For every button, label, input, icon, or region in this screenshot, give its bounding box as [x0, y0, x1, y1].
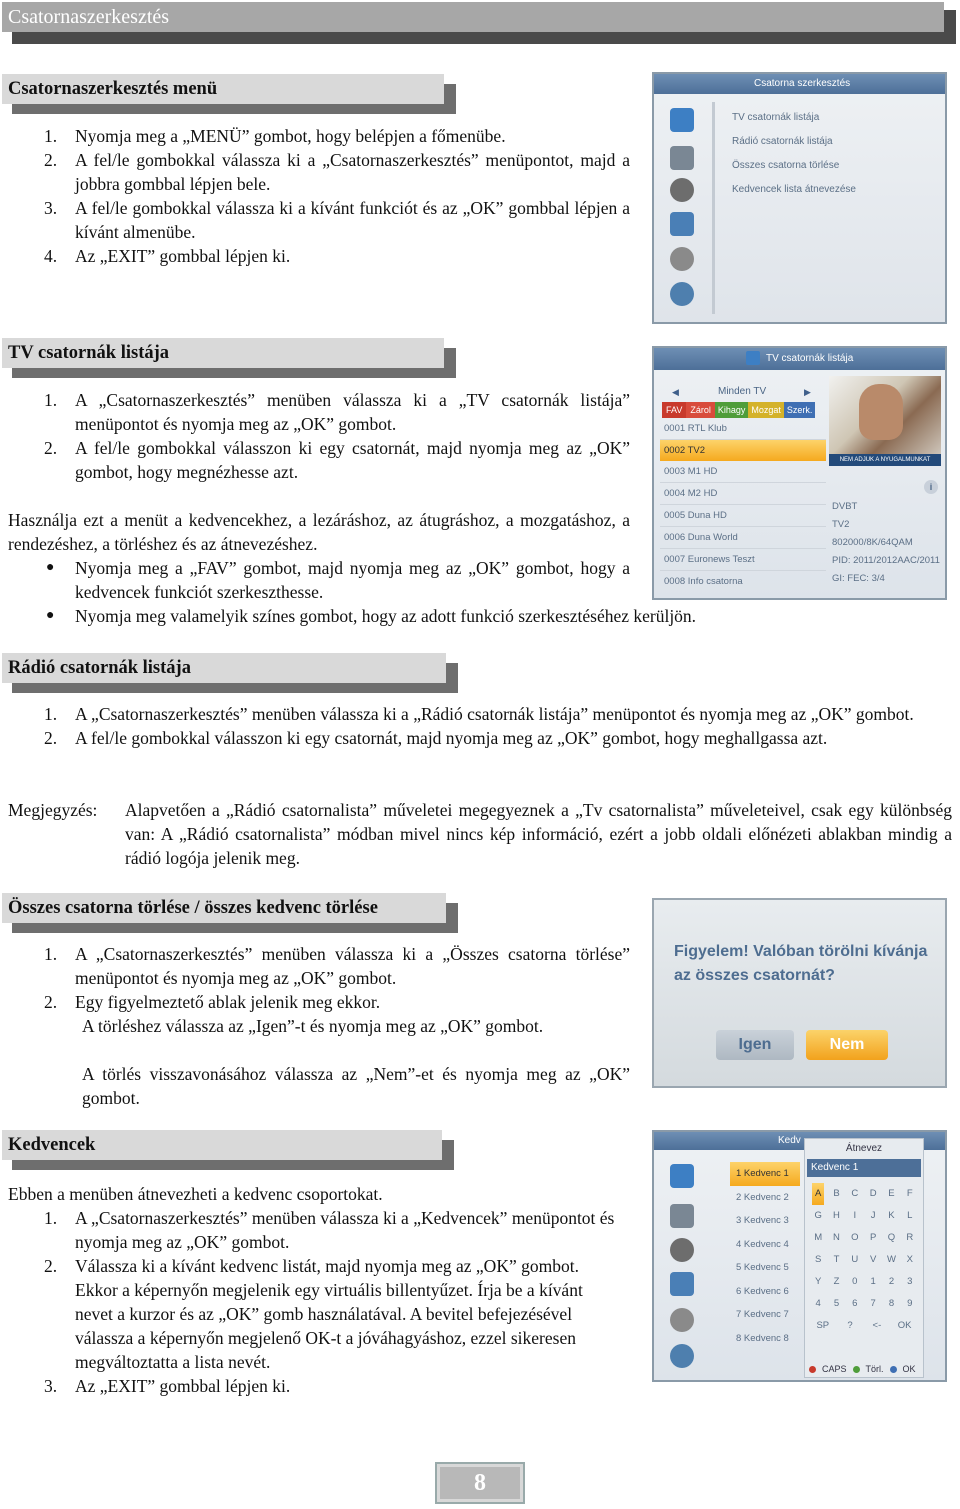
tools-icon	[670, 1204, 694, 1228]
list-item: 1. A „Csatornaszerkesztés” menüben válassza ki a „Rádió csatornák listája” menüpontot és nyomja meg az „OK” gombot.	[44, 704, 914, 724]
list-item[interactable]: 0008 Info csatorna	[664, 576, 743, 587]
keyboard-key[interactable]: 9	[907, 1298, 913, 1309]
page-title: Csatornaszerkesztés	[2, 2, 944, 32]
list-item: 1. A „Csatornaszerkesztés” menüben válassza ki a „Összes csatorna törlése” menüpontot és nyomja meg az „OK” gombot.	[44, 944, 630, 988]
keyboard-key[interactable]: H	[833, 1210, 840, 1221]
list-item[interactable]: 7 Kedvenc 7	[736, 1309, 789, 1320]
keyboard-row	[805, 1293, 923, 1315]
keyboard-key[interactable]: P	[869, 1232, 877, 1243]
dialog-title: Átnevez	[845, 1143, 883, 1154]
list-item: 2. A fel/le gombokkal válasszon ki egy csatornát, majd nyomja meg az „OK” gombot, hogy meghallgassa azt.	[44, 728, 828, 748]
keyboard-row	[805, 1249, 923, 1271]
keyboard-key[interactable]: R	[906, 1232, 914, 1243]
ok-label: OK	[902, 1364, 916, 1374]
no-button[interactable]: Nem	[806, 1030, 888, 1060]
tab-edit[interactable]: Szerk.	[784, 402, 816, 418]
list-item[interactable]: 0005 Duna HD	[660, 505, 826, 527]
keyboard-key[interactable]: V	[869, 1254, 877, 1265]
keyboard-key[interactable]: F	[906, 1188, 913, 1199]
keyboard-key[interactable]: B	[833, 1188, 840, 1199]
tv-icon	[670, 1164, 694, 1188]
section-title-radio: Rádió csatornák listája	[2, 653, 446, 683]
keyboard-key[interactable]: 3	[907, 1276, 913, 1287]
arrow-right-icon[interactable]: ▶	[804, 387, 811, 397]
delete-steps	[0, 942, 630, 1014]
keyboard-key[interactable]: N	[833, 1232, 840, 1243]
keyboard-key[interactable]: S	[814, 1254, 822, 1265]
menu-steps	[0, 124, 630, 268]
keyboard-key[interactable]: L	[907, 1210, 913, 1221]
keyboard-key[interactable]: W	[886, 1254, 896, 1265]
tv-steps	[0, 388, 630, 484]
preview-caption: NEM ADJUK A NYUGALMUNKAT	[829, 454, 941, 466]
list-item[interactable]: 2 Kedvenc 2	[736, 1191, 789, 1203]
screen-header: Csatorna szerkesztés	[654, 74, 947, 94]
keyboard-key[interactable]: D	[869, 1188, 877, 1199]
tab-move[interactable]: Mozgat	[748, 402, 784, 418]
delete-no-text: A törlés visszavonásához válassza az „Nem”-et és nyomja meg az „OK” gombot.	[82, 1064, 630, 1108]
channel-list	[660, 418, 826, 592]
list-item: 1. A „Csatornaszerkesztés” menüben válassza ki a „TV csatornák listája” menüpontot és nyomja meg az „OK” gombot.	[44, 390, 630, 434]
side-icons	[662, 1158, 704, 1378]
info-icon	[670, 282, 694, 306]
blue-dot-icon	[890, 1366, 897, 1373]
arrow-left-icon[interactable]: ◀	[672, 387, 679, 397]
list-item: 1. A „Csatornaszerkesztés” menüben válassza ki a „Kedvencek” menüpontot és nyomja meg az „OK” gombot.	[44, 1208, 615, 1252]
delete-label: Törl.	[865, 1364, 884, 1374]
screenshot-tv-channel-list	[652, 346, 947, 600]
favourites-intro: Ebben a menüben átnevezheti a kedvenc csoportokat.	[8, 1184, 383, 1204]
list-item-selected[interactable]: 1 Kedvenc 1	[730, 1162, 800, 1186]
keyboard-key[interactable]: 2	[888, 1276, 895, 1287]
list-item: 2. A fel/le gombokkal válassza ki a „Csatornaszerkesztés” menüpontot, majd a jobbra gombbal lépjen bele.	[44, 150, 630, 194]
list-item: 1. Nyomja meg a „MENÜ” gombot, hogy belépjen a főmenübe.	[44, 126, 506, 146]
keyboard-key[interactable]: 5	[833, 1298, 840, 1309]
list-item-selected[interactable]: 0002 TV2	[660, 440, 826, 461]
favourites-steps	[0, 1206, 625, 1398]
keyboard-key[interactable]: A	[812, 1183, 824, 1205]
rename-dialog	[804, 1138, 924, 1378]
menu-items	[732, 106, 856, 202]
screenshot-channel-edit-menu	[652, 72, 947, 324]
list-item[interactable]: 5 Kedvenc 5	[736, 1262, 789, 1273]
tab-fav[interactable]: FAV	[662, 402, 686, 418]
dialog-message: Figyelem! Valóban törölni kívánja az összes csatornát?	[674, 943, 928, 984]
divider	[712, 102, 715, 314]
delete-yes-text: A törléshez válassza az „Igen”-t és nyomja meg az „OK” gombot.	[82, 1016, 544, 1036]
list-item[interactable]: 3 Kedvenc 3	[736, 1215, 789, 1226]
screen-header: Kedv	[654, 1132, 947, 1150]
list-item: 3. A fel/le gombokkal válassza ki a kívánt funkciót és az „OK” gombbal lépjen a kívánt almenübe.	[44, 198, 630, 242]
keyboard-row	[805, 1183, 923, 1205]
page-number: 8	[474, 1470, 486, 1496]
list-item: 2. Válassza ki a kívánt kedvenc listát, majd nyomja meg az „OK” gombot. Ekkor a képernyőn megjelenik egy virtuális billentyűzet. Írja be a kívánt nevet a kurzor és az „OK” gomb használatával. A bevitel befejezésével válassza a képernyőn megjelenő OK-t a jóváhagyáshoz, ezzel sikeresen megváltoztatta a lista nevét.	[44, 1256, 583, 1372]
menu-item: Rádió csatornák listája	[732, 136, 833, 147]
red-dot-icon	[809, 1366, 816, 1373]
keyboard-key[interactable]: 4	[815, 1298, 821, 1309]
name-input[interactable]: Kedvenc 1	[807, 1159, 921, 1177]
section-title-favourites: Kedvencek	[2, 1130, 442, 1160]
section-title-tv: TV csatornák listája	[2, 338, 444, 368]
list-item[interactable]: 0006 Duna World	[660, 527, 826, 549]
tv-icon	[746, 351, 760, 365]
keyboard-key[interactable]: O	[851, 1232, 859, 1243]
keyboard-key[interactable]: K	[888, 1210, 895, 1221]
info-icon	[670, 1344, 694, 1368]
keyboard-key[interactable]: U	[851, 1254, 859, 1265]
caps-label: CAPS	[822, 1364, 847, 1374]
tools-icon	[670, 146, 694, 170]
keyboard-key[interactable]: C	[851, 1188, 859, 1199]
favourite-group-list	[730, 1162, 800, 1350]
keyboard-key[interactable]: 6	[852, 1298, 858, 1309]
keyboard-key[interactable]: OK	[897, 1320, 912, 1331]
keyboard-key[interactable]: Z	[833, 1276, 840, 1287]
keyboard-key[interactable]: M	[814, 1232, 823, 1243]
note-label: Megjegyzés:	[8, 800, 98, 820]
preview-face	[859, 384, 903, 440]
dialog-footer	[809, 1357, 923, 1381]
screen-header: TV csatornák listája	[654, 348, 947, 370]
virtual-keyboard	[805, 1183, 923, 1337]
tv-paragraph: Használja ezt a menüt a kedvencekhez, a lezáráshoz, az átugráshoz, a mozgatáshoz, a rendezéshez, a törléshez és az átnevezéshez.	[8, 510, 630, 554]
keyboard-key[interactable]: G	[814, 1210, 822, 1221]
keyboard-key[interactable]: SP	[816, 1320, 830, 1331]
keyboard-key[interactable]: 0	[852, 1276, 858, 1287]
keyboard-key[interactable]: 7	[870, 1298, 876, 1309]
section-title-delete: Összes csatorna törlése / összes kedvenc törlése	[2, 893, 446, 923]
keyboard-key[interactable]: T	[833, 1254, 840, 1265]
screenshot-confirm-dialog	[652, 898, 947, 1088]
green-dot-icon	[853, 1366, 860, 1373]
info-icon: i	[924, 480, 938, 494]
keyboard-key[interactable]: 8	[888, 1298, 895, 1309]
keyboard-row	[805, 1271, 923, 1293]
screenshot-rename-favourite	[652, 1130, 947, 1382]
function-tabs	[662, 402, 824, 418]
tab-skip[interactable]: Kihagy	[715, 402, 749, 418]
yes-button[interactable]: Igen	[716, 1030, 794, 1060]
group-name: Minden TV	[718, 386, 767, 397]
list-item: 2. Egy figyelmeztető ablak jelenik meg ekkor.	[44, 992, 381, 1012]
menu-item: TV csatornák listája	[732, 112, 820, 123]
list-item: 3. Az „EXIT” gombbal lépjen ki.	[44, 1376, 291, 1396]
channel-info: DVBT TV2 802000/8K/64QAM PID: 2011/2012AAC/2011 GI: FEC: 3/4	[832, 501, 940, 584]
lock-icon	[670, 212, 694, 236]
list-item: 4. Az „EXIT” gombbal lépjen ki.	[44, 246, 291, 266]
radio-steps	[0, 702, 952, 750]
side-icons	[662, 102, 704, 322]
preview-video	[829, 376, 941, 466]
keyboard-row	[805, 1227, 923, 1249]
menu-item: Összes csatorna törlése	[732, 160, 840, 171]
keyboard-key[interactable]: Q	[887, 1232, 896, 1243]
lock-icon	[670, 1272, 694, 1296]
tv-bullet: ● Nyomja meg valamelyik színes gombot, hogy az adott funkció szerkesztéséhez kerüljön.	[46, 606, 697, 626]
tv-bullet: ● Nyomja meg a „FAV” gombot, majd nyomja meg az „OK” gombot, hogy a kedvencek funkciót szerkeszthesse.	[46, 558, 630, 602]
note-text: Alapvetően a „Rádió csatornalista” műveletei megegyeznek a „Tv csatornalista” műveleteivel, csak egy különbség van: A „Rádió csatornalista” módban mivel nincs kép információ, ezért a jobb oldali előnézeti ablakban mindig a rádió logója jelenik meg.	[125, 800, 952, 868]
people-icon	[670, 247, 694, 271]
tv-icon	[670, 108, 694, 132]
list-item[interactable]: 0001 RTL Klub	[660, 418, 826, 440]
keyboard-key[interactable]: Y	[814, 1276, 822, 1287]
people-icon	[670, 1308, 694, 1332]
keyboard-row	[805, 1205, 923, 1227]
list-item[interactable]: 0007 Euronews Teszt	[660, 549, 826, 571]
menu-item: Kedvencek lista átnevezése	[732, 184, 856, 195]
keyboard-key[interactable]: I	[853, 1210, 857, 1221]
keyboard-row	[805, 1315, 923, 1337]
keyboard-key[interactable]: <-	[872, 1320, 882, 1331]
keyboard-key[interactable]: ?	[847, 1320, 853, 1331]
radio-note	[8, 798, 952, 870]
list-item[interactable]: 4 Kedvenc 4	[736, 1238, 789, 1250]
list-item: 2. A fel/le gombokkal válasszon ki egy csatornát, majd nyomja meg az „OK” gombot, hogy megnézhesse azt.	[44, 438, 630, 482]
keyboard-key[interactable]: X	[906, 1254, 913, 1265]
list-item[interactable]: 0004 M2 HD	[660, 483, 826, 505]
keyboard-key[interactable]: 1	[870, 1276, 876, 1287]
gear-icon	[670, 1238, 694, 1262]
gear-icon	[670, 178, 694, 202]
list-item[interactable]: 0003 M1 HD	[660, 461, 826, 483]
list-item[interactable]: 8 Kedvenc 8	[736, 1332, 789, 1344]
keyboard-key[interactable]: J	[870, 1210, 876, 1221]
tab-lock[interactable]: Zárol	[686, 402, 715, 418]
section-title-menu: Csatornaszerkesztés menü	[2, 74, 444, 104]
keyboard-key[interactable]: E	[888, 1188, 895, 1199]
list-item[interactable]: 6 Kedvenc 6	[736, 1285, 789, 1297]
